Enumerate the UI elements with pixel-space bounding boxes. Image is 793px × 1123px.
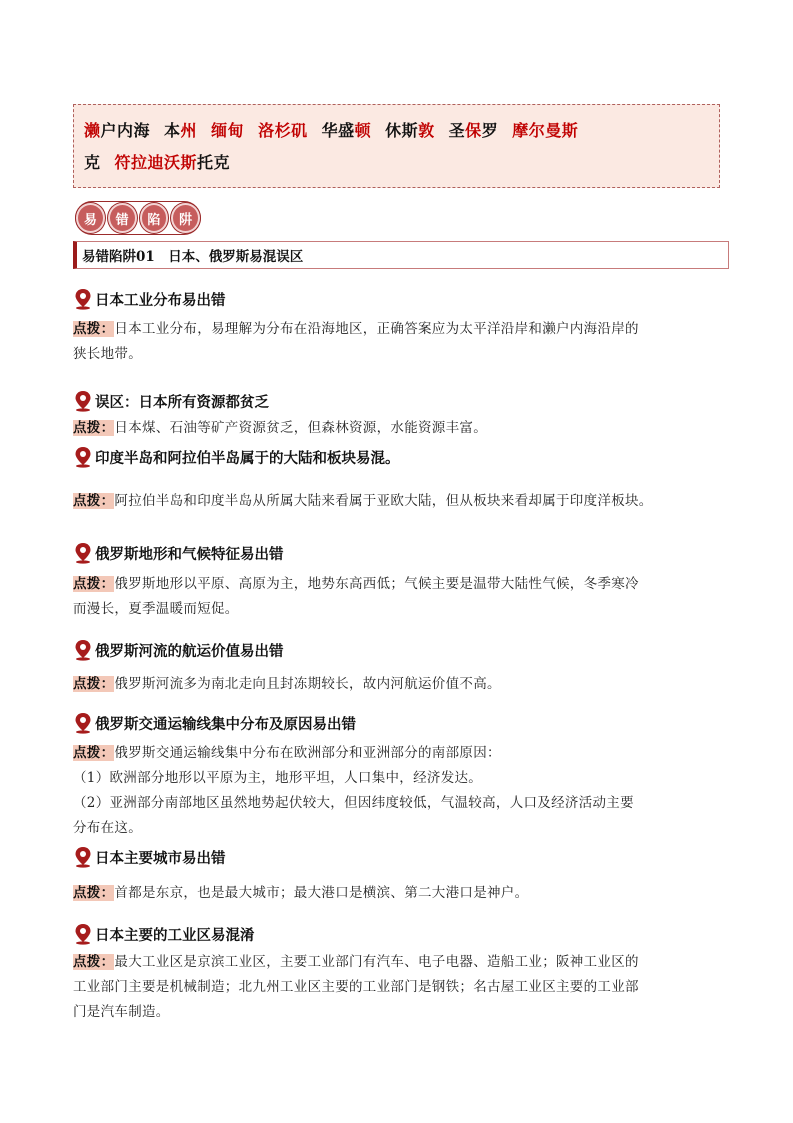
trap-badge bbox=[75, 201, 201, 235]
trap-item-title-text: 俄罗斯地形和气候特征易出错 bbox=[95, 546, 284, 563]
explanation-text: 而漫长，夏季温暖而短促。 bbox=[73, 601, 239, 617]
explanation-text: 俄罗斯交通运输线集中分布在欧洲部分和亚洲部分的南部原因： bbox=[114, 745, 501, 761]
key-words-box bbox=[73, 104, 720, 188]
trap-item-title-text: 俄罗斯交通运输线集中分布及原因易出错 bbox=[95, 716, 356, 733]
trap-item-title-text: 日本工业分布易出错 bbox=[95, 292, 226, 309]
key-words-line-1 bbox=[84, 115, 709, 147]
hint-label: 点拨： bbox=[73, 954, 115, 970]
key-word-part: 华盛 bbox=[321, 121, 355, 140]
map-pin-icon bbox=[73, 846, 93, 868]
explanation-text: （2）亚洲部分南部地区虽然地势起伏较大，但因纬度较低，气温较高，人口及经济活动主要 bbox=[73, 795, 634, 811]
key-word-part: 罗 bbox=[481, 121, 499, 140]
trap-item-explanation bbox=[73, 489, 728, 514]
hint-label: 点拨： bbox=[73, 885, 115, 901]
key-word-part: 缅甸 bbox=[211, 121, 245, 140]
trap-item-explanation bbox=[73, 416, 728, 441]
explanation-text: 狭长地带。 bbox=[73, 346, 142, 362]
trap-item-title bbox=[73, 446, 400, 468]
key-word bbox=[322, 121, 372, 140]
hint-label: 点拨： bbox=[73, 493, 115, 509]
explanation-line bbox=[73, 975, 728, 1000]
map-pin-icon bbox=[73, 542, 93, 564]
explanation-line bbox=[73, 342, 728, 367]
key-word-part: 本 bbox=[164, 121, 181, 140]
explanation-line bbox=[73, 881, 728, 906]
key-word bbox=[258, 121, 308, 140]
map-pin-icon bbox=[73, 923, 93, 945]
explanation-line bbox=[73, 816, 728, 841]
key-word-part: 克 bbox=[84, 153, 101, 172]
key-word bbox=[84, 153, 101, 172]
explanation-text: 日本煤、石油等矿产资源贫乏，但森林资源，水能资源丰富。 bbox=[114, 420, 488, 436]
badge-char: 陷 bbox=[140, 203, 169, 233]
explanation-text: 门是汽车制造。 bbox=[73, 1004, 170, 1020]
key-word-part: 圣 bbox=[448, 121, 466, 140]
explanation-line bbox=[73, 416, 728, 441]
hint-label: 点拨： bbox=[73, 676, 115, 692]
key-word-part: 洛杉矶 bbox=[258, 121, 308, 140]
explanation-text: （1）欧洲部分地形以平原为主，地形平坦，人口集中，经济发达。 bbox=[73, 770, 483, 786]
hint-label: 点拨： bbox=[73, 745, 115, 761]
explanation-text: 俄罗斯地形以平原、高原为主，地势东高西低；气候主要是温带大陆性气候，冬季寒冷 bbox=[114, 576, 639, 592]
trap-section-header bbox=[73, 241, 729, 269]
explanation-line bbox=[73, 317, 728, 342]
explanation-text: 首都是东京，也是最大城市；最大港口是横滨、第二大港口是神户。 bbox=[114, 885, 529, 901]
trap-item-title bbox=[73, 846, 226, 868]
trap-item-title-text: 日本主要城市易出错 bbox=[95, 850, 226, 867]
explanation-text: 日本工业分布，易理解为分布在沿海地区，正确答案应为太平洋沿岸和濑户内海沿岸的 bbox=[114, 321, 639, 337]
trap-item-title bbox=[73, 639, 284, 661]
map-pin-icon bbox=[73, 390, 93, 412]
trap-section-title: 易错陷阱01 日本、俄罗斯易混误区 bbox=[82, 249, 304, 265]
explanation-line bbox=[73, 489, 728, 514]
map-pin-icon bbox=[73, 712, 93, 734]
explanation-text: 工业部门主要是机械制造；北九州工业区主要的工业部门是钢铁；名古屋工业区主要的工业部 bbox=[73, 979, 639, 995]
trap-item-title-text: 日本主要的工业区易混淆 bbox=[95, 927, 255, 944]
hint-label: 点拨： bbox=[73, 576, 115, 592]
trap-item-title-text: 印度半岛和阿拉伯半岛属于的大陆和板块易混。 bbox=[95, 450, 400, 467]
map-pin-icon bbox=[73, 639, 93, 661]
explanation-text: 分布在这。 bbox=[73, 820, 142, 836]
trap-item-explanation bbox=[73, 317, 728, 367]
hint-label: 点拨： bbox=[73, 420, 115, 436]
explanation-line bbox=[73, 766, 728, 791]
explanation-line bbox=[73, 741, 728, 766]
key-word bbox=[211, 121, 244, 140]
trap-item-explanation bbox=[73, 572, 728, 622]
key-word-part: 保 bbox=[465, 121, 482, 140]
badge-char: 错 bbox=[108, 203, 137, 233]
map-pin-icon bbox=[73, 446, 93, 468]
trap-item-explanation bbox=[73, 741, 728, 841]
explanation-line bbox=[73, 672, 728, 697]
key-word bbox=[84, 121, 150, 140]
badge-char: 阱 bbox=[171, 203, 200, 233]
trap-item-title bbox=[73, 390, 269, 412]
map-pin-icon bbox=[73, 288, 93, 310]
key-word-part: 托克 bbox=[197, 153, 231, 172]
key-word bbox=[385, 121, 435, 140]
trap-item-title bbox=[73, 288, 226, 310]
explanation-line bbox=[73, 572, 728, 597]
explanation-text: 俄罗斯河流多为南北走向且封冻期较长，故内河航运价值不高。 bbox=[114, 676, 501, 692]
explanation-text: 阿拉伯半岛和印度半岛从所属大陆来看属于亚欧大陆，但从板块来看却属于印度洋板块。 bbox=[114, 493, 653, 509]
key-word-part: 符拉迪沃斯 bbox=[114, 153, 198, 172]
trap-item-title bbox=[73, 923, 255, 945]
key-word-part: 户内海 bbox=[100, 121, 151, 140]
key-word-part: 敦 bbox=[418, 121, 435, 140]
explanation-line bbox=[73, 791, 728, 816]
key-words-line-2 bbox=[84, 147, 709, 179]
trap-item-title-text: 俄罗斯河流的航运价值易出错 bbox=[95, 643, 284, 660]
trap-item-explanation bbox=[73, 672, 728, 697]
trap-item-title bbox=[73, 712, 356, 734]
trap-item-title bbox=[73, 542, 284, 564]
key-word bbox=[512, 121, 578, 140]
key-word-part: 州 bbox=[180, 121, 198, 140]
explanation-text: 最大工业区是京滨工业区，主要工业部门有汽车、电子电器、造船工业；阪神工业区的 bbox=[114, 954, 639, 970]
key-word-part: 濑 bbox=[84, 121, 101, 140]
key-word-part: 摩尔曼斯 bbox=[512, 121, 579, 140]
key-word bbox=[164, 121, 197, 140]
explanation-line bbox=[73, 950, 728, 975]
badge-char: 易 bbox=[76, 203, 105, 233]
trap-item-explanation bbox=[73, 950, 728, 1025]
explanation-line bbox=[73, 1000, 728, 1025]
trap-item-explanation bbox=[73, 881, 728, 906]
explanation-line bbox=[73, 597, 728, 622]
hint-label: 点拨： bbox=[73, 321, 115, 337]
trap-item-title-text: 误区：日本所有资源都贫乏 bbox=[95, 394, 269, 411]
key-word-part: 顿 bbox=[354, 121, 372, 140]
key-word bbox=[449, 121, 499, 140]
key-word bbox=[115, 153, 231, 172]
key-word-part: 休斯 bbox=[385, 121, 419, 140]
